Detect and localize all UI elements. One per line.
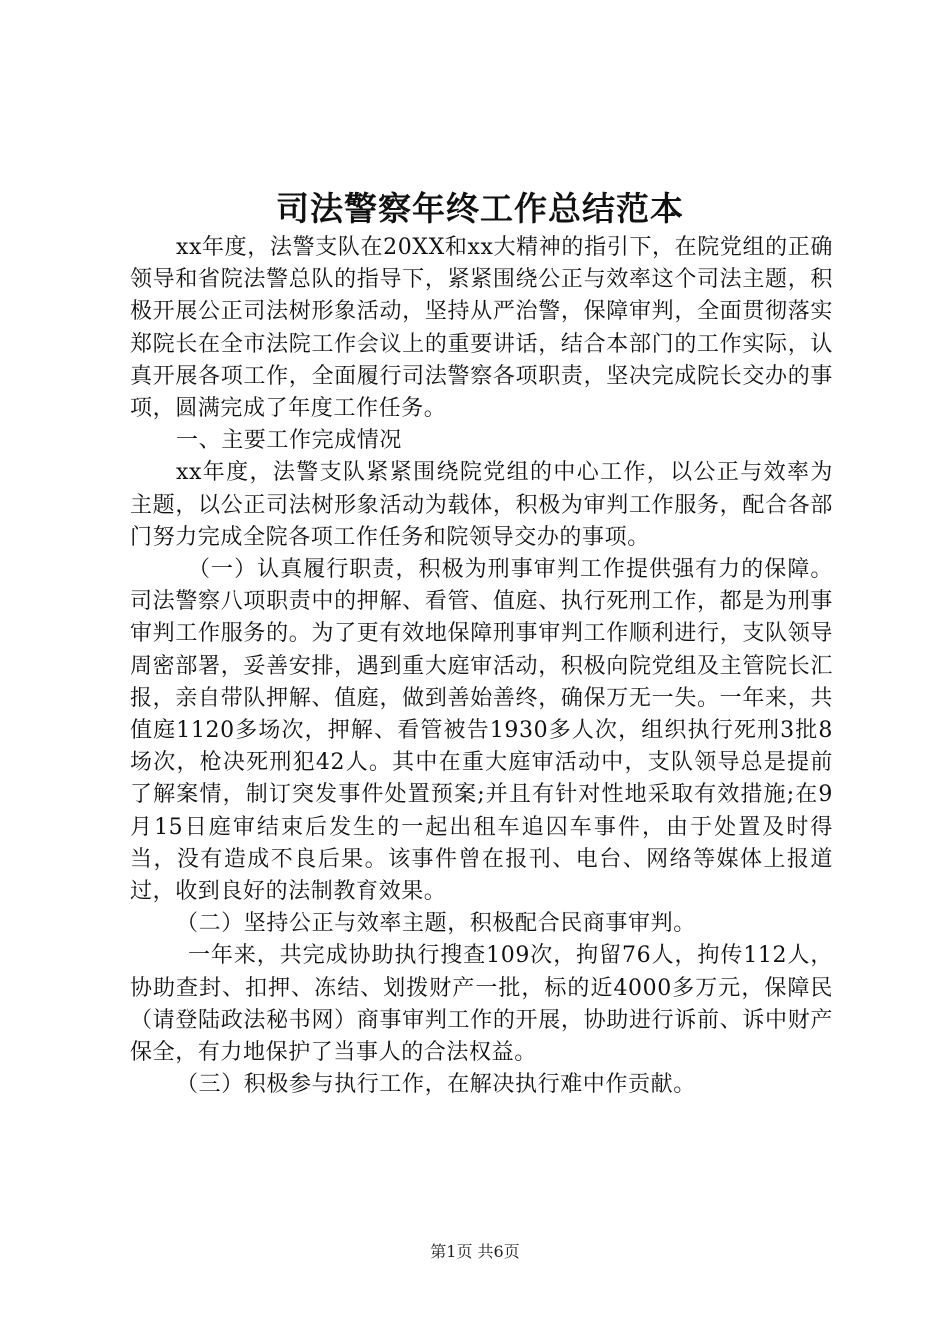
document-title: 司法警察年终工作总结范本 <box>276 189 684 228</box>
main-work-paragraph: xx年度，法警支队紧紧围绕院党组的中心工作，以公正与效率为主题，以公正司法树形象活动为载体，积极为审判工作服务，配合各部门努力完成全院各项工作任务和院领导交办的事项。 <box>130 460 833 550</box>
intro-paragraph: xx年度，法警支队在20XX和xx大精神的指引下，在院党组的正确领导和省院法警总队的指导下，紧紧围绕公正与效率这个司法主题，积极开展公正司法树形象活动，坚持从严治警，保障审判，全面贯彻落实郑院长在全市法院工作会议上的重要讲话，结合本部门的工作实际，认真开展各项工作，全面履行司法警察各项职责，坚决完成院长交办的事项，圆满完成了年度工作任务。 <box>130 235 833 422</box>
criminal-trial-paragraph: （一）认真履行职责，积极为刑事审判工作提供强有力的保障。司法警察八项职责中的押解、看管、值庭、执行死刑工作，都是为刑事审判工作服务的。为了更有效地保障刑事审判工作顺利进行，支队领导周密部署，妥善安排，遇到重大庭审活动，积极向院党组及主管院长汇报，亲自带队押解、值庭，做到善始善终，确保万无一失。一年来，共值庭1120多场次，押解、看管被告1930多人次，组织执行死刑3批8场次，枪决死刑犯42人。其中在重大庭审活动中，支队领导总是提前了解案情，制订突发事件处置预案;并且有针对性地采取有效措施;在9月15日庭审结束后发生的一起出租车追囚车事件，由于处置及时得当，没有造成不良后果。该事件曾在报刊、电台、网络等媒体上报道过，收到良好的法制教育效果。 <box>130 557 833 905</box>
civil-trial-paragraph: 一年来，共完成协助执行搜查109次，拘留76人，拘传112人，协助查封、扣押、冻结、划拨财产一批，标的近4000多万元，保障民（请登陆政法秘书网）商事审判工作的开展，协助进行诉前、诉中财产保全，有力地保护了当事人的合法权益。 <box>130 943 833 1066</box>
subsection-heading-execution: （三）积极参与执行工作，在解决执行难中作贡献。 <box>176 1072 696 1098</box>
subsection-heading-civil: （二）坚持公正与效率主题，积极配合民商事审判。 <box>176 911 696 937</box>
page-footer: 第1页 共6页 <box>430 1242 520 1261</box>
section-heading-main-work: 一、主要工作完成情况 <box>176 428 403 454</box>
document-body <box>130 232 833 1101</box>
